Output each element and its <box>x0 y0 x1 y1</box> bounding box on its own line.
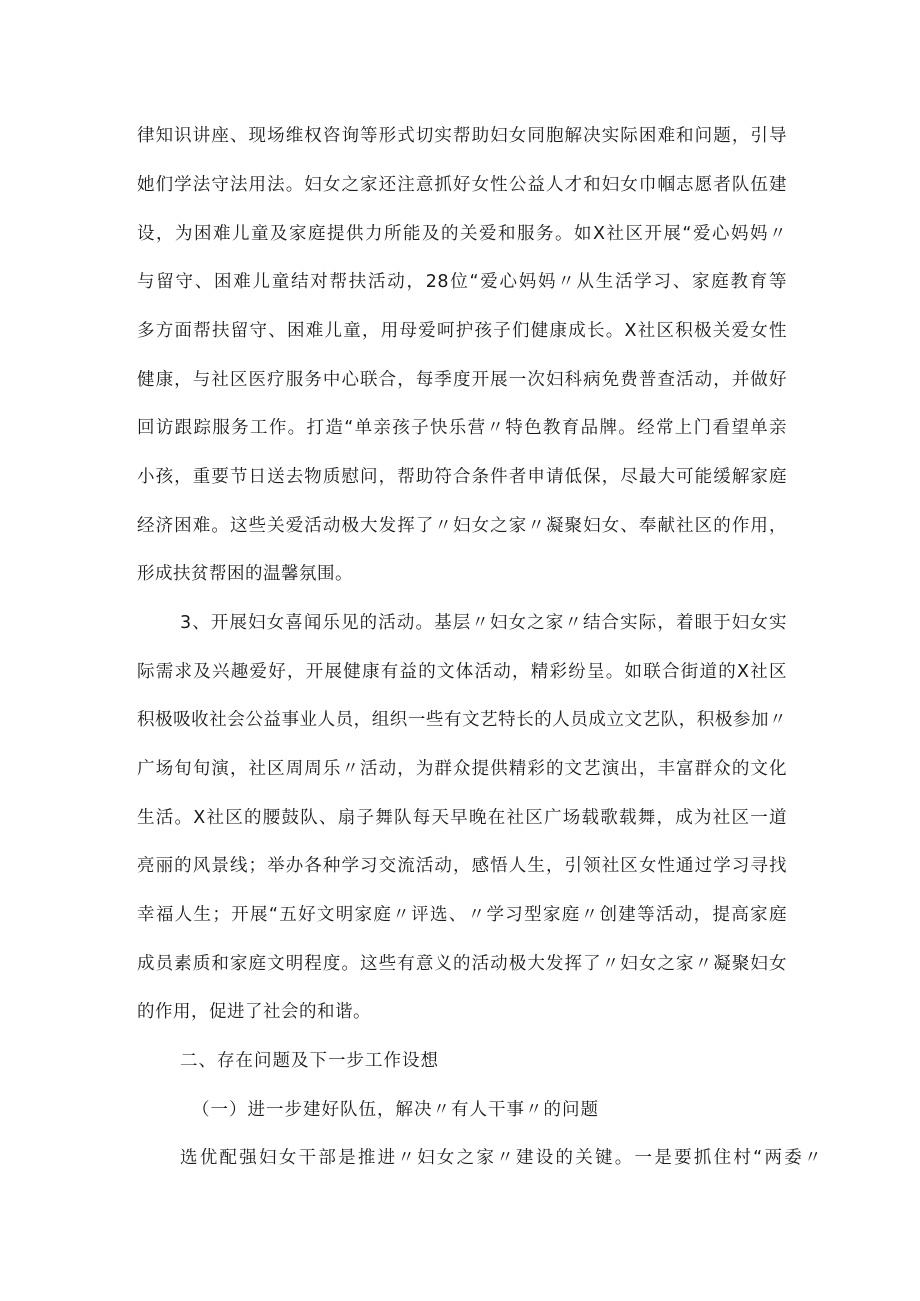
paragraph-line: 广场旬旬演，社区周周乐〃活动，为群众提供精彩的文艺演出，丰富群众的文化 <box>137 759 787 779</box>
paragraph-line: 经济困难。这些关爱活动极大发挥了〃妇女之家〃凝聚妇女、奉献社区的作用， <box>137 516 787 536</box>
paragraph-line: 回访跟踪服务工作。打造“单亲孩子快乐营〃特色教育品牌。经常上门看望单亲 <box>137 418 787 438</box>
paragraph-line: 与留守、困难儿童结对帮扶活动，28位“爱心妈妈〃从生活学习、家庭教育等 <box>137 272 787 292</box>
paragraph-line: 积极吸收社会公益事业人员，组织一些有文艺特长的人员成立文艺队，积极参加〃 <box>137 710 787 730</box>
paragraph-line: 幸福人生；开展“五好文明家庭〃评选、〃学习型家庭〃创建等活动，提高家庭 <box>137 905 787 925</box>
paragraph-line: 律知识讲座、现场维权咨询等形式切实帮助妇女同胞解决实际困难和问题，引导 <box>137 126 787 146</box>
section-heading: 二、存在问题及下一步工作设想 <box>180 1051 439 1071</box>
paragraph-line: 多方面帮扶留守、困难儿童，用母爱呵护孩子们健康成长。X社区积极关爱女性 <box>137 321 787 341</box>
paragraph-line: 选优配强妇女干部是推进〃妇女之家〃建设的关键。一是要抓住村“两委〃 <box>180 1148 822 1168</box>
paragraph-line: 生活。X社区的腰鼓队、扇子舞队每天早晚在社区广场载歌载舞，成为社区一道 <box>137 808 787 828</box>
paragraph-line: 3、开展妇女喜闻乐见的活动。基层〃妇女之家〃结合实际，着眼于妇女实 <box>180 613 787 633</box>
paragraph-line: 际需求及兴趣爱好，开展健康有益的文体活动，精彩纷呈。如联合街道的X社区 <box>137 662 787 682</box>
sub-heading: （一）进一步建好队伍，解决〃有人干事〃的问题 <box>192 1100 599 1120</box>
paragraph-line: 亮丽的风景线；举办各种学习交流活动，感悟人生，引领社区女性通过学习寻找 <box>137 856 787 876</box>
paragraph-line: 设，为困难儿童及家庭提供力所能及的关爱和服务。如X社区开展“爱心妈妈〃 <box>137 224 787 244</box>
paragraph-line: 她们学法守法用法。妇女之家还注意抓好女性公益人才和妇女巾帼志愿者队伍建 <box>137 175 787 195</box>
paragraph-line: 成员素质和家庭文明程度。这些有意义的活动极大发挥了〃妇女之家〃凝聚妇女 <box>137 954 787 974</box>
paragraph-line: 小孩，重要节日送去物质慰问，帮助符合条件者申请低保，尽最大可能缓解家庭 <box>137 467 787 487</box>
paragraph-line: 的作用，促进了社会的和谐。 <box>137 1002 371 1022</box>
paragraph-line: 健康，与社区医疗服务中心联合，每季度开展一次妇科病免费普查活动，并做好 <box>137 370 787 390</box>
paragraph-line: 形成扶贫帮困的温馨氛围。 <box>137 564 353 584</box>
